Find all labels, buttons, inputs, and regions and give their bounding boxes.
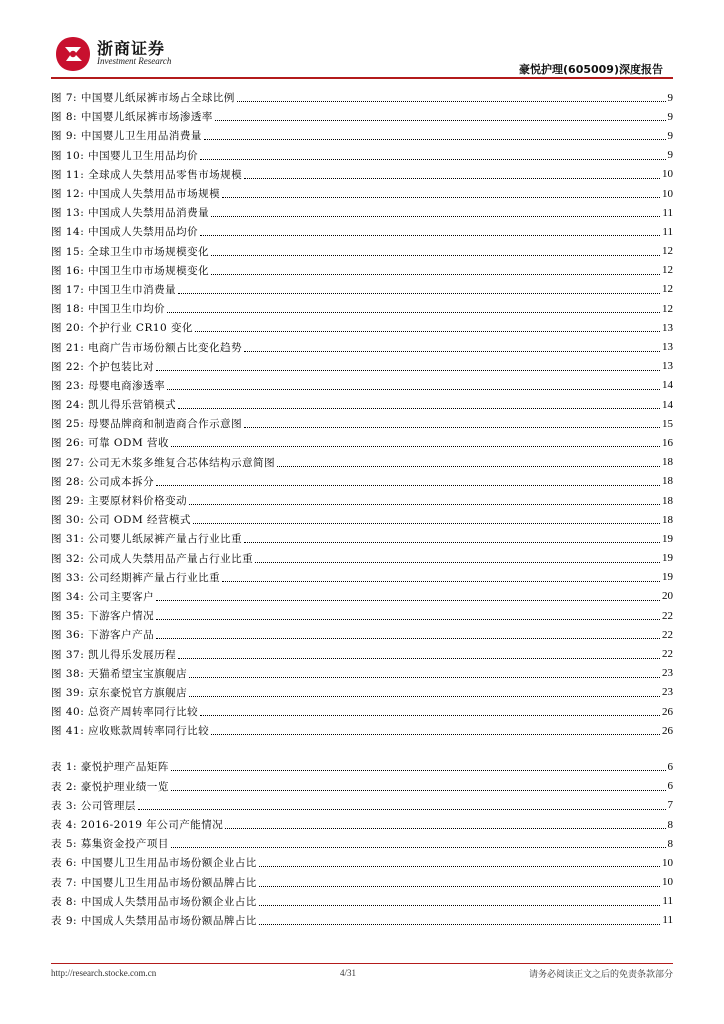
table-of-figures	[51, 88, 673, 930]
table-entry[interactable]	[51, 911, 673, 930]
figure-entry-label: 图 22: 个护包装比对	[51, 360, 155, 373]
table-entry-page-number: 7	[667, 799, 673, 812]
figure-entry-label: 图 31: 公司婴儿纸尿裤产量占行业比重	[51, 533, 243, 546]
figure-entry-label: 图 41: 应收账款周转率同行比较	[51, 725, 210, 738]
figure-entry-page-number: 11	[662, 206, 673, 219]
figure-entry-label: 图 30: 公司 ODM 经营模式	[51, 514, 192, 527]
figure-entry-label: 图 23: 母婴电商渗透率	[51, 379, 166, 392]
dot-leader	[171, 446, 660, 447]
figure-entry-page-number: 13	[662, 360, 673, 373]
figure-entry-page-number: 12	[662, 245, 673, 258]
figure-entry-label: 图 7: 中国婴儿纸尿裤市场占全球比例	[51, 92, 235, 105]
figure-entry[interactable]	[51, 587, 673, 606]
figure-entry-page-number: 9	[667, 91, 673, 104]
figure-entry-label: 图 35: 下游客户情况	[51, 610, 155, 623]
figure-entry-label: 图 12: 中国成人失禁用品市场规模	[51, 188, 221, 201]
figure-entry[interactable]	[51, 721, 673, 740]
dot-leader	[211, 734, 660, 735]
figure-entry[interactable]	[51, 146, 673, 165]
dot-leader	[195, 331, 660, 332]
figure-entry[interactable]	[51, 606, 673, 625]
header-divider	[51, 77, 673, 79]
figure-entry-label: 图 24: 凯儿得乐营销模式	[51, 399, 177, 412]
dot-leader	[189, 504, 660, 505]
dot-leader	[204, 139, 666, 140]
figure-entry-page-number: 12	[662, 283, 673, 296]
figure-entry-label: 图 37: 凯儿得乐发展历程	[51, 648, 177, 661]
dot-leader	[225, 828, 665, 829]
company-logo	[53, 34, 233, 74]
report-title: 豪悦护理(605009)深度报告	[519, 63, 663, 76]
figure-entry-page-number: 11	[662, 225, 673, 238]
figure-entry[interactable]	[51, 472, 673, 491]
table-entry-label: 表 7: 中国婴儿卫生用品市场份额品牌占比	[51, 876, 257, 889]
dot-leader	[244, 542, 660, 543]
figure-entry-page-number: 19	[662, 571, 673, 584]
figure-entry[interactable]	[51, 491, 673, 510]
table-entry-page-number: 10	[662, 876, 673, 889]
table-entry[interactable]	[51, 834, 673, 853]
dot-leader	[277, 466, 660, 467]
figure-entry-page-number: 18	[662, 494, 673, 507]
figure-entry-page-number: 13	[662, 341, 673, 354]
figure-entry[interactable]	[51, 299, 673, 318]
figure-entry-page-number: 23	[662, 667, 673, 680]
figure-entry-page-number: 9	[667, 110, 673, 123]
figure-entry-page-number: 23	[662, 686, 673, 699]
figure-entry-page-number: 9	[667, 129, 673, 142]
figure-entry-page-number: 16	[662, 436, 673, 449]
figure-entry[interactable]	[51, 203, 673, 222]
page-header	[0, 0, 724, 80]
table-entry[interactable]	[51, 796, 673, 815]
dot-leader	[171, 790, 666, 791]
figure-entry[interactable]	[51, 88, 673, 107]
footer-disclaimer: 请务必阅读正文之后的免责条款部分	[528, 970, 673, 980]
table-list	[51, 757, 673, 930]
figure-entry-label: 图 8: 中国婴儿纸尿裤市场渗透率	[51, 111, 213, 124]
figure-entry-page-number: 13	[662, 321, 673, 334]
dot-leader	[200, 715, 660, 716]
dot-leader	[244, 351, 660, 352]
dot-leader	[259, 924, 661, 925]
table-entry-page-number: 8	[667, 837, 673, 850]
table-entry-label: 表 4: 2016-2019 年公司产能情况	[51, 819, 224, 832]
figure-entry-page-number: 12	[662, 264, 673, 277]
figure-entry[interactable]	[51, 510, 673, 529]
dot-leader	[200, 235, 660, 236]
figure-entry-label: 图 34: 公司主要客户	[51, 590, 155, 603]
footer-url[interactable]: http://research.stocke.com.cn	[51, 968, 157, 978]
figure-entry-label: 图 40: 总资产周转率同行比较	[51, 706, 199, 719]
table-entry-page-number: 11	[662, 914, 673, 927]
dot-leader	[156, 485, 660, 486]
figure-entry[interactable]	[51, 318, 673, 337]
dot-leader	[138, 809, 666, 810]
dot-leader	[156, 370, 660, 371]
dot-leader	[156, 638, 660, 639]
table-entry-label: 表 3: 公司管理层	[51, 799, 136, 812]
dot-leader	[167, 389, 660, 390]
dot-leader	[222, 197, 660, 198]
dot-leader	[156, 619, 660, 620]
figure-entry-page-number: 19	[662, 552, 673, 565]
table-entry-page-number: 10	[662, 856, 673, 869]
figure-entry-page-number: 14	[662, 398, 673, 411]
dot-leader	[178, 408, 660, 409]
figure-entry[interactable]	[51, 376, 673, 395]
table-entry-page-number: 6	[667, 780, 673, 793]
figure-entry-page-number: 18	[662, 475, 673, 488]
figure-entry[interactable]	[51, 126, 673, 145]
dot-leader	[156, 600, 660, 601]
figure-entry[interactable]	[51, 664, 673, 683]
figure-entry[interactable]	[51, 414, 673, 433]
table-entry-label: 表 1: 豪悦护理产品矩阵	[51, 761, 169, 774]
company-logo-icon	[53, 34, 93, 74]
dot-leader	[244, 427, 660, 428]
table-entry-page-number: 6	[667, 760, 673, 773]
figure-entry-label: 图 14: 中国成人失禁用品均价	[51, 226, 199, 239]
figure-entry[interactable]	[51, 702, 673, 721]
table-entry-label: 表 8: 中国成人失禁用品市场份额企业占比	[51, 895, 257, 908]
figure-entry-page-number: 12	[662, 302, 673, 315]
figure-entry-label: 图 25: 母婴品牌商和制造商合作示意图	[51, 418, 243, 431]
table-entry[interactable]	[51, 892, 673, 911]
figure-entry[interactable]	[51, 357, 673, 376]
dot-leader	[259, 866, 660, 867]
figure-entry-page-number: 10	[662, 168, 673, 181]
dot-leader	[171, 847, 666, 848]
figure-entry-page-number: 26	[662, 705, 673, 718]
page-number: 4/31	[340, 968, 357, 978]
dot-leader	[259, 886, 660, 887]
dot-leader	[211, 274, 660, 275]
dot-leader	[167, 312, 660, 313]
figure-entry[interactable]	[51, 337, 673, 356]
figure-entry[interactable]	[51, 280, 673, 299]
figure-entry[interactable]	[51, 261, 673, 280]
table-entry[interactable]	[51, 873, 673, 892]
dot-leader	[211, 216, 660, 217]
dot-leader	[200, 159, 665, 160]
dot-leader	[215, 120, 666, 121]
figure-entry-page-number: 14	[662, 379, 673, 392]
dot-leader	[189, 677, 660, 678]
figure-entry-label: 图 9: 中国婴儿卫生用品消费量	[51, 130, 202, 143]
figure-entry-label: 图 27: 公司无木浆多维复合芯体结构示意简图	[51, 456, 276, 469]
table-entry-label: 表 9: 中国成人失禁用品市场份额品牌占比	[51, 914, 257, 927]
figure-entry-label: 图 39: 京东豪悦官方旗舰店	[51, 686, 188, 699]
company-name-cn: 浙商证券	[97, 39, 166, 58]
dot-leader	[211, 255, 660, 256]
figure-entry-label: 图 20: 个护行业 CR10 变化	[51, 322, 194, 335]
table-entry[interactable]	[51, 815, 673, 834]
dot-leader	[255, 562, 660, 563]
company-name-en: Investment Research	[97, 56, 172, 66]
figure-entry[interactable]	[51, 568, 673, 587]
table-entry-label: 表 5: 募集资金投产项目	[51, 838, 169, 851]
figure-entry-page-number: 22	[662, 609, 673, 622]
figure-entry[interactable]	[51, 222, 673, 241]
table-entry-label: 表 2: 豪悦护理业绩一览	[51, 780, 169, 793]
figure-entry[interactable]	[51, 549, 673, 568]
dot-leader	[244, 178, 660, 179]
figure-entry-page-number: 20	[662, 590, 673, 603]
figure-entry[interactable]	[51, 395, 673, 414]
figure-entry-label: 图 18: 中国卫生巾均价	[51, 303, 166, 316]
figure-entry-label: 图 10: 中国婴儿卫生用品均价	[51, 149, 199, 162]
table-entry-label: 表 6: 中国婴儿卫生用品市场份额企业占比	[51, 857, 257, 870]
table-entry[interactable]	[51, 777, 673, 796]
dot-leader	[193, 523, 660, 524]
figure-entry-label: 图 15: 全球卫生巾市场规模变化	[51, 245, 210, 258]
figure-entry-label: 图 28: 公司成本拆分	[51, 475, 155, 488]
figure-entry-label: 图 29: 主要原材料价格变动	[51, 495, 188, 508]
figure-entry-page-number: 18	[662, 513, 673, 526]
figure-entry-label: 图 16: 中国卫生巾市场规模变化	[51, 264, 210, 277]
figure-entry[interactable]	[51, 242, 673, 261]
figure-entry-page-number: 9	[667, 149, 673, 162]
figure-entry-label: 图 32: 公司成人失禁用品产量占行业比重	[51, 552, 254, 565]
figure-entry[interactable]	[51, 529, 673, 548]
figure-entry-label: 图 33: 公司经期裤产量占行业比重	[51, 571, 221, 584]
figure-entry-page-number: 18	[662, 456, 673, 469]
table-entry[interactable]	[51, 757, 673, 776]
table-entry-page-number: 8	[667, 818, 673, 831]
dot-leader	[189, 696, 660, 697]
dot-leader	[178, 293, 660, 294]
figure-entry[interactable]	[51, 683, 673, 702]
figure-entry-label: 图 21: 电商广告市场份额占比变化趋势	[51, 341, 243, 354]
figure-entry-label: 图 36: 下游客户产品	[51, 629, 155, 642]
figure-entry[interactable]	[51, 107, 673, 126]
section-gap	[51, 740, 673, 757]
dot-leader	[237, 101, 666, 102]
figure-entry[interactable]	[51, 165, 673, 184]
figure-entry-label: 图 38: 天猫希望宝宝旗舰店	[51, 667, 188, 680]
figure-entry[interactable]	[51, 453, 673, 472]
dot-leader	[222, 581, 660, 582]
figure-entry-page-number: 26	[662, 724, 673, 737]
table-entry-page-number: 11	[662, 895, 673, 908]
figure-entry[interactable]	[51, 644, 673, 663]
figure-entry-label: 图 26: 可靠 ODM 营收	[51, 437, 170, 450]
figure-entry[interactable]	[51, 433, 673, 452]
figure-entry-page-number: 15	[662, 417, 673, 430]
table-entry[interactable]	[51, 853, 673, 872]
figure-entry[interactable]	[51, 625, 673, 644]
figure-entry-page-number: 19	[662, 532, 673, 545]
footer-divider	[51, 963, 673, 964]
figure-entry-page-number: 22	[662, 628, 673, 641]
figure-entry-page-number: 10	[662, 187, 673, 200]
figure-entry-page-number: 22	[662, 648, 673, 661]
dot-leader	[178, 658, 660, 659]
figure-list	[51, 88, 673, 740]
dot-leader	[259, 905, 661, 906]
figure-entry-label: 图 17: 中国卫生巾消费量	[51, 283, 177, 296]
figure-entry[interactable]	[51, 184, 673, 203]
figure-entry-label: 图 13: 中国成人失禁用品消费量	[51, 207, 210, 220]
figure-entry-label: 图 11: 全球成人失禁用品零售市场规模	[51, 168, 243, 181]
dot-leader	[171, 770, 666, 771]
